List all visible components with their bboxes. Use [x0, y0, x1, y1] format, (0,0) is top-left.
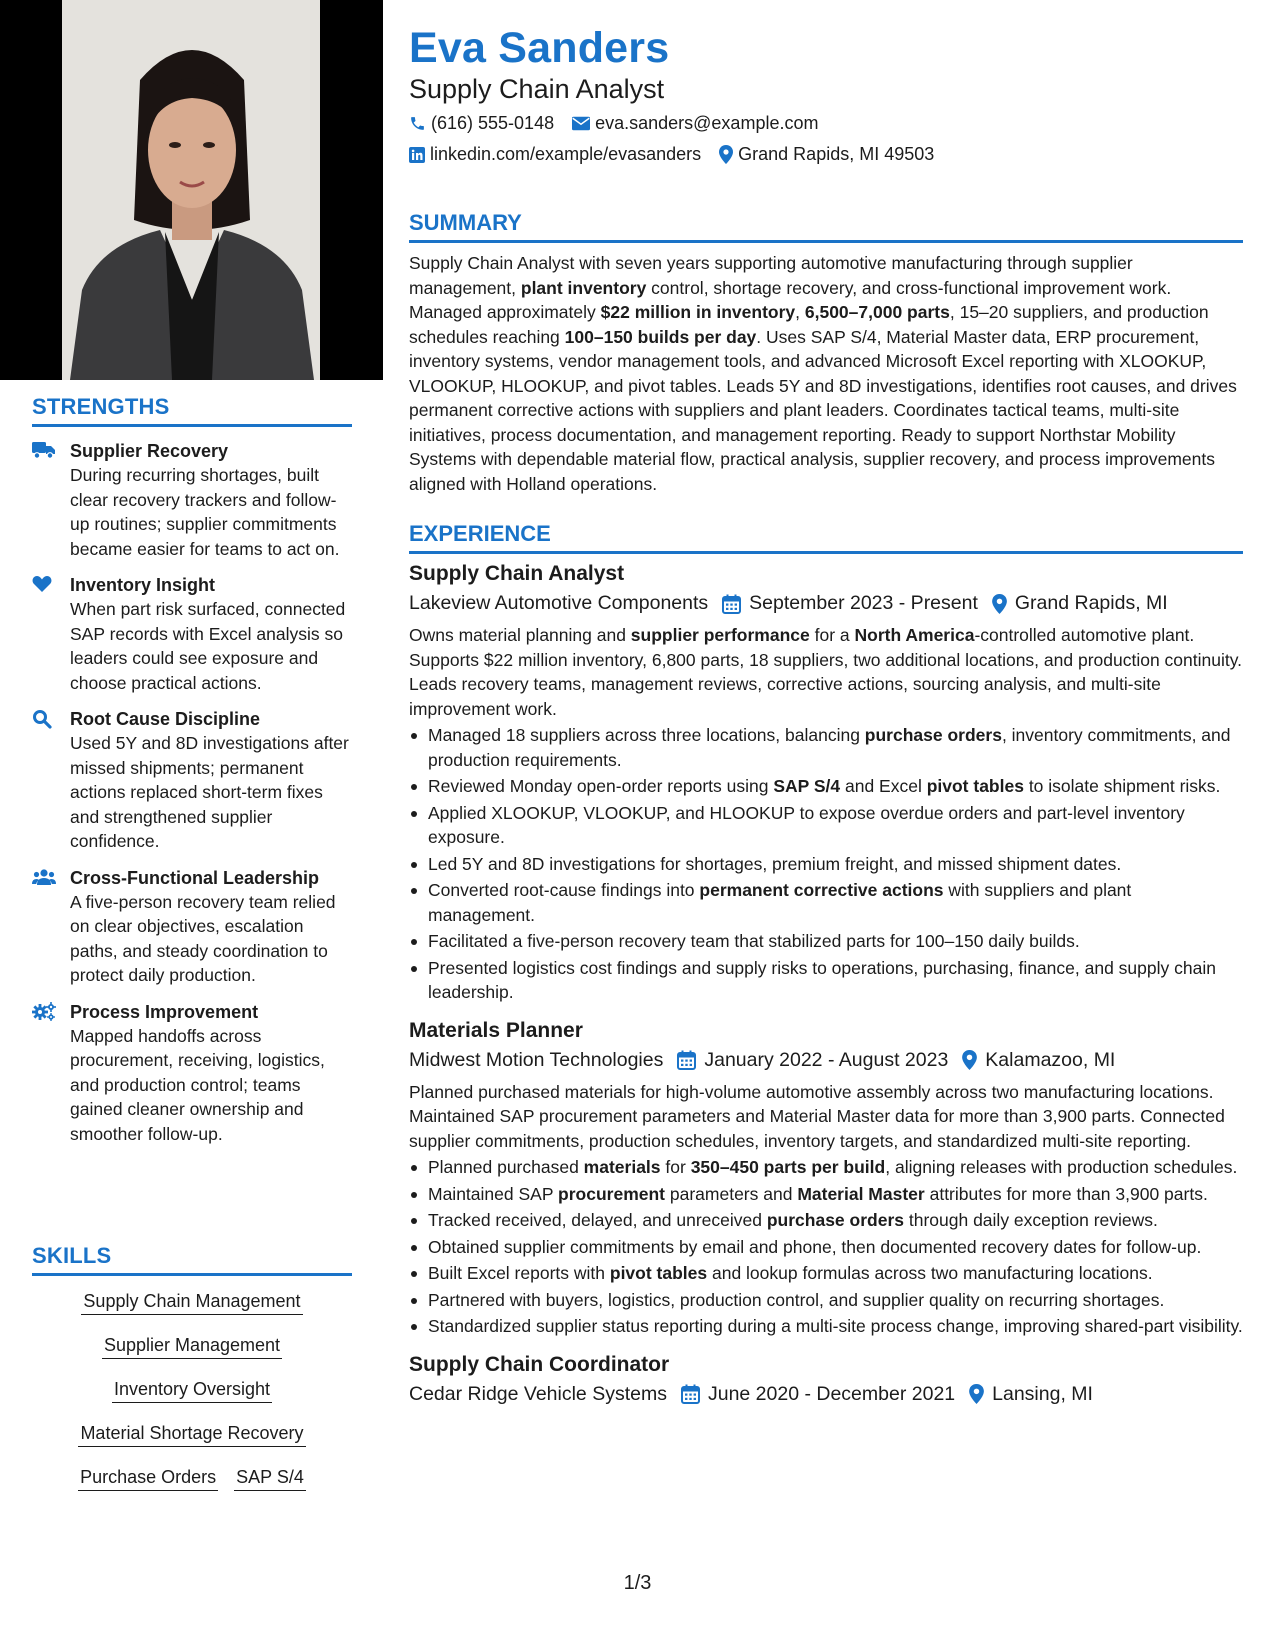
heart-icon — [32, 573, 70, 695]
envelope-icon — [572, 116, 590, 131]
job-dates — [677, 1049, 948, 1072]
emphasis-text: purchase orders — [864, 725, 1002, 745]
strength-item — [32, 866, 352, 988]
emphasis-text: plant inventory — [520, 277, 647, 298]
job-title: Supply Chain Analyst — [409, 562, 625, 585]
skill-tag: Purchase Orders — [78, 1464, 218, 1491]
job-location — [992, 592, 1168, 615]
linkedin-item[interactable] — [409, 144, 701, 165]
bullet-item: Standardized supplier status reporting during a multi-site process change, improving shared-part visibility. — [409, 1314, 1243, 1339]
job-bullets — [409, 723, 1243, 1005]
strength-item — [32, 439, 352, 561]
bullet-item: Reviewed Monday open-order reports using SAP S/4 and Excel pivot tables to isolate shipment risks. — [409, 774, 1243, 799]
candidate-title: Supply Chain Analyst — [409, 74, 665, 104]
contact-row-1 — [409, 113, 836, 134]
skill-tag: Inventory Oversight — [112, 1376, 272, 1403]
company-name: Cedar Ridge Vehicle Systems — [409, 1382, 667, 1405]
experience-list — [409, 562, 1243, 1406]
bullet-item: Partnered with buyers, logistics, production control, and supplier quality on recurring shortages. — [409, 1288, 1243, 1313]
bullet-item: Facilitated a five-person recovery team that stabilized parts for 100–150 daily builds. — [409, 929, 1243, 954]
linkedin-link[interactable]: linkedin.com/example/evasanders — [430, 144, 702, 164]
summary-text: Supply Chain Analyst with seven years supporting automotive manufacturing through supplier management, plant inventory control, shortage recovery, and cross-functional improvement work. Managed approximately $22 million in inventory, 6,500–7,000 parts, 15–20 suppliers, and production schedules reaching 100–150 builds per day. Uses SAP S/4, Material Master data, ERP procurement, inventory systems, vendor management tools, and advanced Microsoft Excel reporting with XLOOKUP, VLOOKUP, HLOOKUP, and pivot tables. Leads 5Y and 8D investigations, identifies root causes, and drives permanent corrective actions with suppliers and plant leaders. Coordinates tactical teams, multi-site initiatives, process documentation, and management reporting. Ready to support Northstar Mobility Systems with dependable material flow, practical analysis, supplier recovery, and process improvements aligned with Holland operations. — [409, 253, 1237, 494]
strength-description: When part risk surfaced, connected SAP records with Excel analysis so leaders could see exposure and choose practical actions. — [70, 599, 346, 693]
strengths-heading: STRENGTHS — [32, 394, 352, 427]
emphasis-text: procurement — [558, 1183, 666, 1204]
candidate-name: Eva Sanders — [409, 24, 670, 72]
job-entry — [409, 1019, 1243, 1339]
emphasis-text: Material Master — [797, 1183, 925, 1204]
strength-item — [32, 1000, 352, 1147]
map-pin-icon — [962, 1050, 977, 1070]
truck-icon — [32, 439, 70, 561]
strength-title: Root Cause Discipline — [70, 709, 261, 729]
job-description: Planned purchased materials for high-volume automotive assembly across two manufacturing locations. Maintained SAP procurement parameters and Material Master data for more than 3,900 parts. Connected supplier commitments, production schedules, inventory targets, and standardized multi-site reporting. — [409, 1081, 1225, 1151]
strength-description: During recurring shortages, built clear recovery trackers and follow-up routines; supplier commitments became easier for teams to act on. — [70, 465, 340, 559]
strength-title: Inventory Insight — [70, 575, 216, 595]
strength-description: Used 5Y and 8D investigations after missed shipments; permanent actions replaced short-term fixes and strengthened supplier confidence. — [70, 733, 349, 851]
email-item[interactable] — [572, 113, 818, 134]
experience-heading: EXPERIENCE — [409, 521, 1243, 554]
strength-title: Cross-Functional Leadership — [70, 867, 320, 888]
job-dates-text: January 2022 - August 2023 — [704, 1048, 949, 1071]
summary-section — [409, 210, 1243, 496]
bullet-item: Presented logistics cost findings and supply risks to operations, purchasing, finance, and supply chain leadership. — [409, 956, 1243, 1005]
emphasis-text: SAP S/4 — [773, 776, 841, 796]
contact-row-2 — [409, 144, 952, 165]
location-item — [719, 144, 934, 165]
strength-title: Process Improvement — [70, 1001, 259, 1022]
job-bullets — [409, 1155, 1243, 1339]
search-icon — [32, 707, 70, 854]
calendar-icon — [677, 1050, 696, 1070]
calendar-icon — [722, 594, 741, 614]
phone-item — [409, 113, 554, 134]
profile-photo — [0, 0, 383, 380]
company-name: Lakeview Automotive Components — [409, 592, 709, 614]
strength-item — [32, 573, 352, 695]
map-pin-icon — [719, 145, 733, 164]
bullet-item: Maintained SAP procurement parameters and Material Master attributes for more than 3,900 parts. — [409, 1182, 1243, 1207]
map-pin-icon — [992, 594, 1007, 614]
job-dates — [681, 1383, 955, 1406]
summary-heading: SUMMARY — [409, 210, 1243, 243]
page-number: 1/3 — [623, 1572, 652, 1594]
emphasis-text: 350–450 parts per build — [690, 1157, 886, 1177]
linkedin-icon — [409, 147, 425, 163]
gears-icon — [32, 1000, 70, 1147]
job-entry — [409, 562, 1243, 1005]
users-icon — [32, 866, 70, 988]
emphasis-text: pivot tables — [926, 776, 1024, 796]
job-location-text: Grand Rapids, MI — [1014, 592, 1168, 614]
skill-tag: Supplier Management — [102, 1332, 282, 1359]
bullet-item: Planned purchased materials for 350–450 parts per build, aligning releases with production schedules. — [409, 1155, 1243, 1180]
job-location-text: Kalamazoo, MI — [985, 1048, 1116, 1071]
email-link[interactable]: eva.sanders@example.com — [595, 113, 819, 133]
skills-heading: SKILLS — [32, 1243, 352, 1276]
emphasis-text: permanent corrective actions — [699, 880, 944, 900]
skill-tag: SAP S/4 — [234, 1464, 306, 1491]
bullet-item: Led 5Y and 8D investigations for shortages, premium freight, and missed shipment dates. — [409, 852, 1243, 877]
skill-tag: Material Shortage Recovery — [78, 1420, 305, 1447]
emphasis-text: materials — [583, 1157, 661, 1177]
location-text: Grand Rapids, MI 49503 — [738, 144, 935, 164]
strength-description: Mapped handoffs across procurement, receiving, logistics, and production control; teams gained cleaner ownership and smoother follow-up. — [70, 1025, 325, 1144]
job-location — [962, 1049, 1115, 1072]
job-meta — [409, 592, 1243, 615]
bullet-item: Built Excel reports with pivot tables and lookup formulas across two manufacturing locations. — [409, 1261, 1243, 1286]
job-location-text: Lansing, MI — [992, 1382, 1093, 1405]
job-dates-text: September 2023 - Present — [749, 592, 978, 614]
job-entry — [409, 1353, 1243, 1406]
job-meta — [409, 1383, 1243, 1406]
phone-text: (616) 555-0148 — [431, 113, 555, 133]
emphasis-text: 6,500–7,000 parts — [804, 302, 950, 322]
bullet-item: Tracked received, delayed, and unreceived purchase orders through daily exception reviews. — [409, 1208, 1243, 1233]
calendar-icon — [681, 1384, 700, 1404]
job-title: Materials Planner — [409, 1018, 583, 1042]
strengths-section — [32, 394, 352, 1146]
job-location — [969, 1383, 1093, 1406]
map-pin-icon — [969, 1384, 984, 1404]
bullet-item: Managed 18 suppliers across three locations, balancing purchase orders, inventory commitments, and production requirements. — [409, 723, 1243, 772]
strength-description: A five-person recovery team relied on clear objectives, escalation paths, and steady coordination to protect daily production. — [70, 891, 336, 985]
job-title: Supply Chain Coordinator — [409, 1352, 670, 1376]
emphasis-text: North America — [854, 625, 975, 645]
emphasis-text: pivot tables — [609, 1263, 708, 1283]
emphasis-text: purchase orders — [766, 1210, 904, 1230]
job-dates-text: June 2020 - December 2021 — [707, 1382, 956, 1405]
bullet-item: Applied XLOOKUP, VLOOKUP, and HLOOKUP to expose overdue orders and part-level inventory exposure. — [409, 801, 1243, 850]
skill-tag: Supply Chain Management — [81, 1288, 302, 1315]
bullet-item: Converted root-cause findings into permanent corrective actions with suppliers and plant management. — [409, 878, 1243, 927]
phone-icon — [409, 115, 426, 132]
emphasis-text: 100–150 builds per day — [564, 326, 757, 347]
strengths-list — [32, 439, 352, 1146]
strength-item — [32, 707, 352, 854]
left-column — [0, 0, 383, 1650]
experience-section — [409, 521, 1243, 1406]
job-dates — [722, 592, 978, 615]
job-meta — [409, 1049, 1243, 1072]
strength-title: Supplier Recovery — [70, 441, 229, 461]
skills-section — [32, 1243, 352, 1492]
bullet-item: Obtained supplier commitments by email and phone, then documented recovery dates for follow-up. — [409, 1235, 1243, 1260]
emphasis-text: $22 million in inventory — [600, 302, 796, 322]
emphasis-text: supplier performance — [630, 625, 810, 645]
company-name: Midwest Motion Technologies — [409, 1048, 664, 1071]
skills-list — [32, 1288, 352, 1492]
job-description: Owns material planning and supplier performance for a North America-controlled automotive plant. Supports $22 million inventory, 6,800 parts, 18 suppliers, two additional locations, and production continuity. Leads recovery teams, management reviews, corrective actions, sourcing analysis, and multi-site improvement work. — [409, 625, 1243, 719]
